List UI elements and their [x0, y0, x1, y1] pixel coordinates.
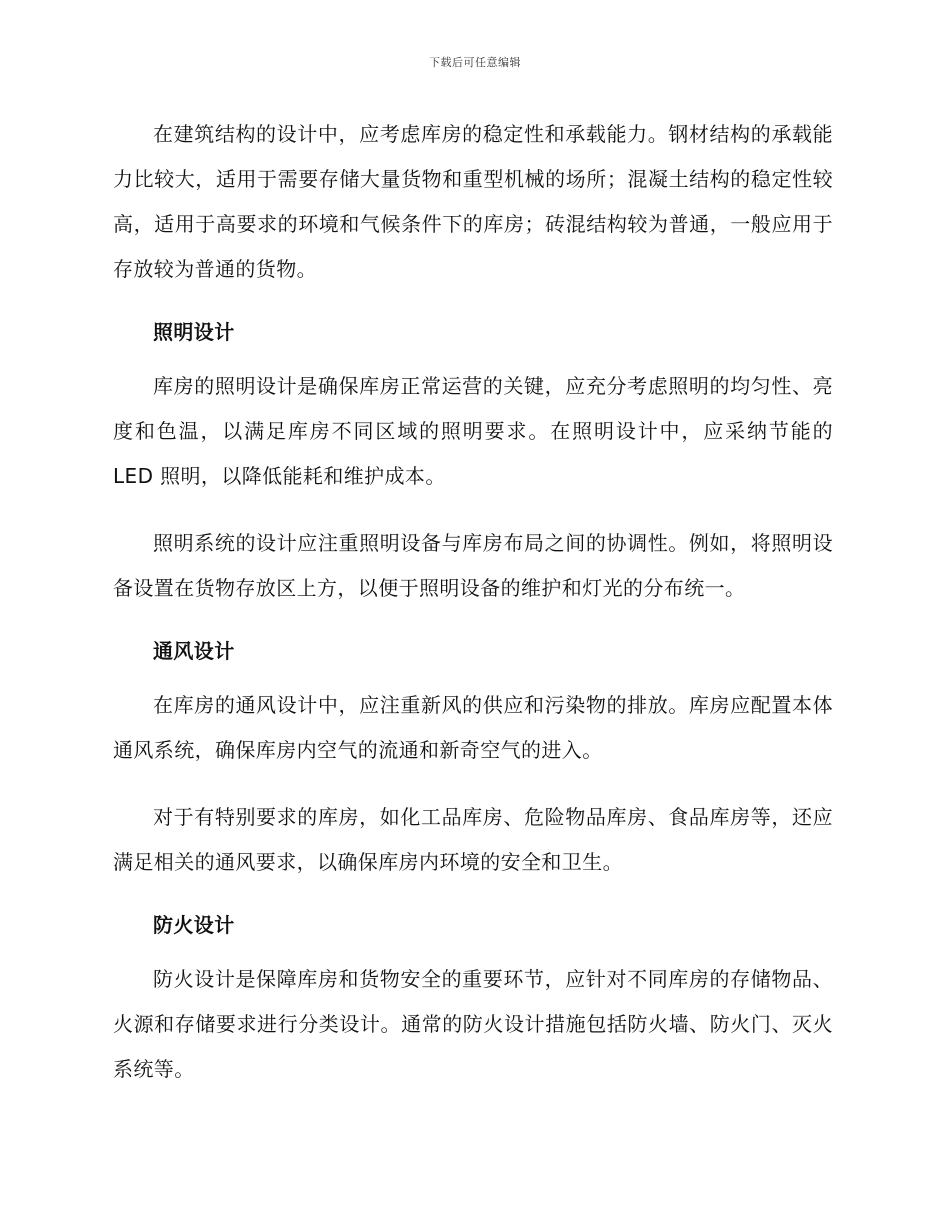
paragraph-lighting-1: 库房的照明设计是确保库房正常运营的关键，应充分考虑照明的均匀性、亮度和色温，以满足库房不同区域的照明要求。在照明设计中，应采纳节能的 LED 照明，以降低能耗和维护成本。 [113, 374, 833, 488]
paragraph-ventilation-1: 在库房的通风设计中，应注重新风的供应和污染物的排放。库房应配置本体通风系统，确保库房内空气的流通和新奇空气的进入。 [113, 693, 833, 762]
paragraph-structure: 在建筑结构的设计中，应考虑库房的稳定性和承载能力。钢材结构的承载能力比较大，适用于需要存储大量货物和重型机械的场所；混凝土结构的稳定性较高，适用于高要求的环境和气候条件下的库房；砖混结构较为普通，一般应用于存放较为普通的货物。 [113, 122, 833, 281]
paragraph-ventilation-2: 对于有特别要求的库房，如化工品库房、危险物品库房、食品库房等，还应满足相关的通风要求，以确保库房内环境的安全和卫生。 [113, 805, 833, 874]
document-body [113, 112, 833, 1114]
section-heading-fire: 防火设计 [153, 913, 235, 937]
section-heading-ventilation: 通风设计 [153, 639, 235, 663]
section-heading-lighting: 照明设计 [153, 320, 235, 344]
header-note: 下载后可任意编辑 [429, 56, 521, 69]
paragraph-fire: 防火设计是保障库房和货物安全的重要环节，应针对不同库房的存储物品、火源和存储要求进行分类设计。通常的防火设计措施包括防火墙、防火门、灭火系统等。 [113, 967, 833, 1081]
paragraph-lighting-2: 照明系统的设计应注重照明设备与库房布局之间的协调性。例如，将照明设备设置在货物存放区上方，以便于照明设备的维护和灯光的分布统一。 [113, 531, 833, 600]
